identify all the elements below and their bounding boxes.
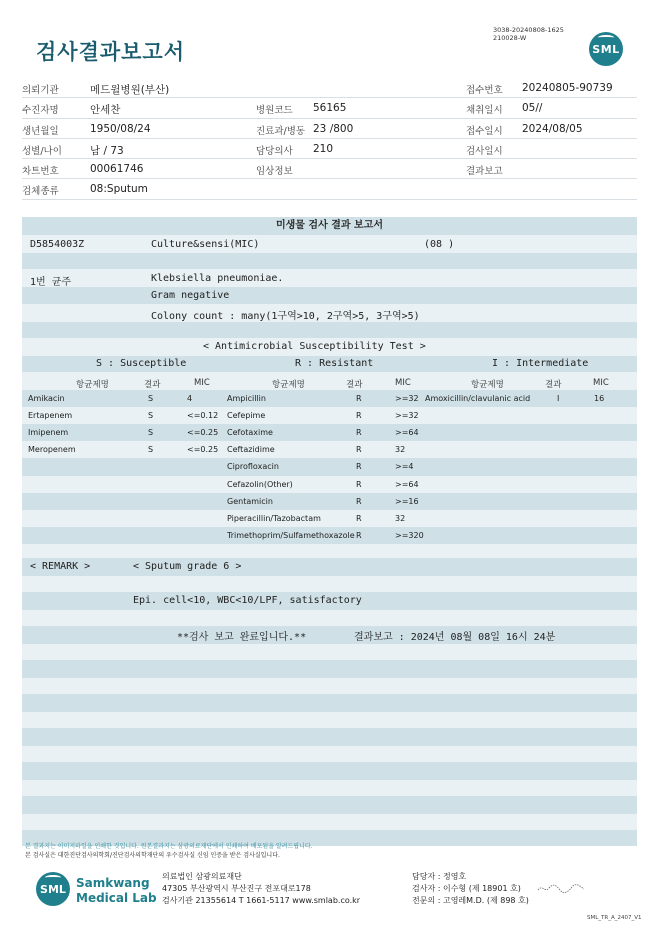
ast-result: R [356,394,362,403]
staff-specialist: 전문의 : 고영레M.D. (제 898 호) [412,896,529,905]
band [22,576,637,592]
ast-drug: Ampicillin [227,394,266,403]
legend-resistant: R : Resistant [295,358,374,369]
ast-mic: >=320 [395,530,424,540]
sml-logo: SML [589,32,623,66]
ast-result: S [148,394,154,403]
org-address: 47305 부산광역시 부산진구 전포대로178 [162,884,311,893]
ast-band [22,476,637,493]
ast-band [22,458,637,475]
footer-accreditation: 본 검사실은 대한진단검사의학회/진단검사의학재단의 우수검사실 신임 인증을 받은 검사실입니다. [25,852,280,859]
band [22,269,637,287]
col-mic-header: MIC [194,378,210,388]
org-name: 의료법인 삼광의료재단 [162,872,242,881]
ast-drug: Piperacillin/Tazobactam [227,513,321,523]
ast-drug: Ceftazidime [227,445,275,455]
field-value: 20240805-90739 [522,82,613,94]
brand-subtitle: Medical Lab [76,891,157,905]
ast-mic: 32 [395,445,406,455]
col-drug-header: 항균제명 [76,380,109,390]
ast-drug: Cefazolin(Other) [227,479,293,489]
gram-stain: Gram negative [151,290,230,301]
band [22,644,637,660]
remark-label: < REMARK > [30,561,91,572]
field-value: 56165 [313,102,347,115]
field-value: 05// [522,102,543,115]
code-line-1: 3038-20240808-1625 [493,26,564,34]
col-mic-header: MIC [395,378,411,388]
field-value: 210 [313,142,334,155]
patient-row [22,139,637,159]
field-value: 1950/08/24 [90,122,151,135]
section-title: 미생물 검사 결과 보고서 [22,217,637,235]
col-drug-header: 항균제명 [272,380,305,390]
band [22,728,637,746]
ast-drug: Amikacin [28,394,65,403]
band [22,762,637,780]
ast-mic: >=4 [395,462,414,472]
ast-band [22,493,637,510]
ast-band [22,441,637,458]
field-label: 차트번호 [22,166,59,178]
field-value: 남 / 73 [90,144,124,157]
field-label: 담당의사 [256,145,293,157]
field-label: 검체종류 [22,186,59,198]
col-result-header: 결과 [545,380,562,390]
ast-drug: Ertapenem [28,411,73,421]
col-result-header: 결과 [144,380,161,390]
patient-row [22,119,637,139]
ast-mic: >=32 [395,411,419,421]
field-value: 안세찬 [90,104,121,117]
patient-row [22,98,637,118]
ast-mic: 16 [594,394,605,403]
ast-result: I [557,394,560,403]
ast-mic: 32 [395,513,406,523]
col-drug-header: 항균제명 [471,380,504,390]
col-result-header: 결과 [346,380,363,390]
organism-label: 1번 균주 [30,277,72,288]
ast-mic: >=64 [395,479,419,489]
sputum-grade: < Sputum grade 6 > [133,561,242,572]
band [22,610,637,626]
ast-mic: >=16 [395,496,419,506]
ast-result: S [148,428,154,438]
document-id: SML_TR_A_2407_V1 [587,915,642,921]
ast-result: R [356,496,362,506]
field-label: 진료과/병동 [256,125,306,137]
ast-result: S [148,411,154,421]
ast-drug: Trimethoprim/Sulfamethoxazole [227,530,355,540]
ast-result: R [356,462,362,472]
ast-drug: Imipenem [28,428,69,438]
ast-band [22,390,637,407]
staff-contact: 담당자 : 정영호 [412,872,467,881]
ast-drug: Meropenem [28,445,76,455]
staff-examiner: 검사자 : 이수형 (제 18901 호) [412,884,521,893]
ast-mic: <=0.12 [187,411,219,421]
test-number: (08 ) [424,239,455,250]
field-label: 채취일시 [466,105,503,117]
field-label: 결과보고 [466,166,503,178]
field-label: 성별/나이 [22,145,62,157]
patient-info [22,78,637,200]
sml-logo-footer: SML [36,872,70,906]
ast-result: S [148,445,154,455]
patient-row [22,78,637,98]
report-complete: **검사 보고 완료입니다.** [177,632,307,643]
band [22,253,637,269]
band [22,660,637,678]
band [22,712,637,728]
field-label: 접수번호 [466,85,503,96]
field-label: 병원코드 [256,105,293,117]
ast-mic: <=0.25 [187,445,219,455]
legend-intermediate: I : Intermediate [492,358,589,369]
ast-mic: >=64 [395,428,419,438]
band [22,558,637,576]
ast-result: R [356,411,362,421]
ast-result: R [356,445,362,455]
test-name: Culture&sensi(MIC) [151,239,260,250]
legend-susceptible: S : Susceptible [96,358,187,369]
remark-detail: Epi. cell<10, WBC<10/LPF, satisfactory [133,595,362,606]
field-label: 의뢰기관 [22,85,59,96]
test-code: D5854003Z [30,239,85,250]
field-value: 2024/08/05 [522,122,583,135]
org-contact: 검사기관 21355614 T 1661-5117 www.smlab.co.kr [162,896,361,905]
ast-drug: Gentamicin [227,496,273,506]
ast-result: R [356,479,362,489]
field-value: 메드윌병원(부산) [90,84,170,96]
band [22,322,637,338]
field-value: 00061746 [90,163,144,176]
ast-result: R [356,530,362,540]
ast-drug: Ciprofloxacin [227,462,279,472]
field-value: 23 /800 [313,122,354,135]
signature-image [536,882,586,894]
band [22,287,637,304]
ast-band [22,424,637,441]
band [22,694,637,712]
brand-name: Samkwang [76,876,150,890]
organism-name: Klebsiella pneumoniae. [151,273,284,284]
report-title: 검사결과보고서 [36,40,186,64]
ast-mic: 4 [187,394,193,403]
col-mic-header: MIC [593,378,609,388]
ast-band [22,407,637,424]
ast-result: R [356,513,362,523]
ast-mic: >=32 [395,394,419,403]
field-label: 임상정보 [256,166,293,178]
band [22,780,637,796]
band [22,678,637,694]
patient-row [22,179,637,199]
field-label: 검사일시 [466,145,503,157]
band [22,746,637,762]
code-line-2: 210028-W [493,34,527,42]
ast-result: R [356,428,362,438]
band [22,796,637,814]
colony-count: Colony count : many(1구역>10, 2구역>5, 3구역>5) [151,311,420,322]
ast-title: < Antimicrobial Susceptibility Test > [203,341,426,352]
patient-row [22,159,637,179]
field-label: 접수일시 [466,125,503,137]
report-code [493,26,564,42]
band [22,814,637,830]
ast-drug: Cefepime [227,411,266,421]
field-label: 수진자명 [22,105,59,117]
ast-band [22,510,637,527]
band [22,235,637,253]
field-value: 08:Sputum [90,183,148,196]
ast-mic: <=0.25 [187,428,219,438]
report-time: 결과보고 : 2024년 08월 08일 16시 24분 [354,632,556,643]
ast-drug: Cefotaxime [227,428,273,438]
footer-note: 본 결과지는 이미지파일을 인쇄한 것입니다. 원본결과지는 삼광의료재단에서 인쇄하여 배포됨을 알려드립니다. [25,843,313,850]
field-label: 생년월일 [22,125,59,137]
ast-drug: Amoxicillin/clavulanic acid [425,394,531,403]
